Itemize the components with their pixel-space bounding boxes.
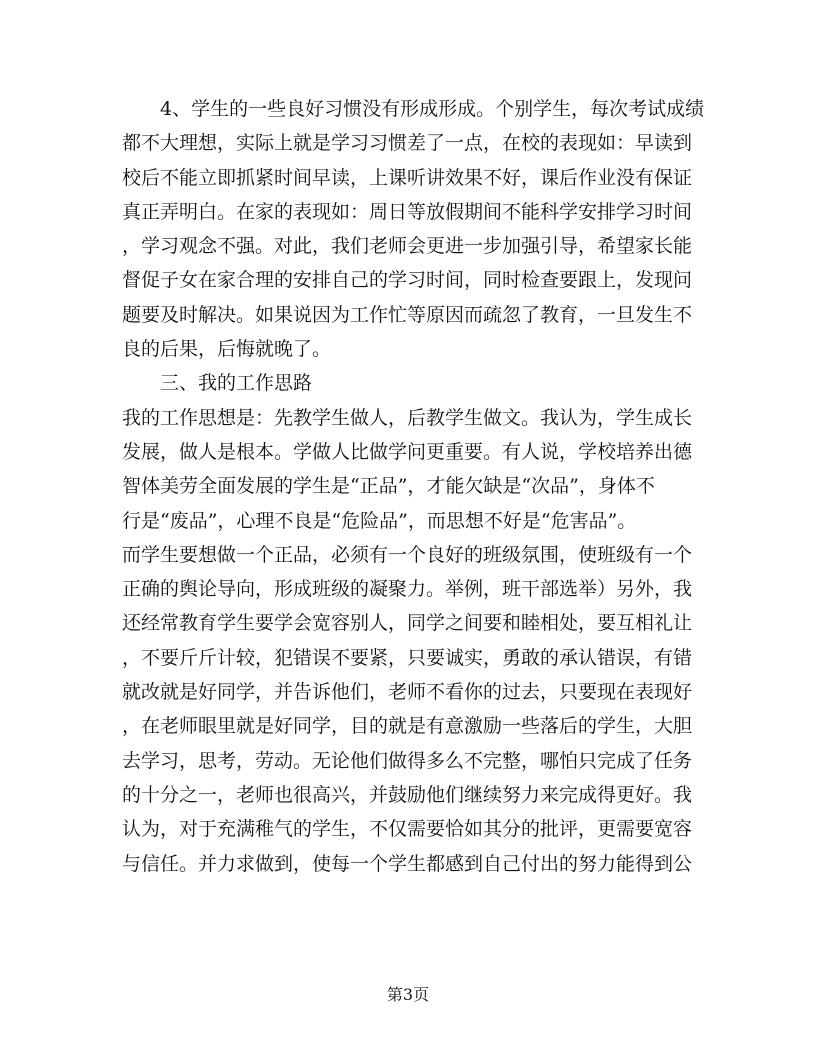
text-line: 行是“废品”，心理不良是“危险品”，而思想不好是“危害品”。	[122, 509, 637, 532]
text-line: 智体美劳全面发展的学生是“正品”，才能欠缺是“次品”，身体不	[122, 475, 655, 498]
text-line: 校后不能立即抓紧时间早读，上课听讲效果不好，课后作业没有保证	[122, 166, 693, 189]
text-line: 督促子女在家合理的安排自己的学习时间，同时检查要跟上，发现问	[122, 269, 693, 292]
page-number: 第3页	[386, 985, 430, 1004]
text-line: 良的后果，后悔就晚了。	[122, 338, 332, 361]
text-line: 的十分之一，老师也很高兴，并鼓励他们继续努力来完成得更好。我	[122, 783, 693, 806]
text-line: 还经常教育学生要学会宽容别人，同学之间要和睦相处，要互相礼让	[122, 612, 693, 635]
text-line: 去学习，思考，劳动。无论他们做得多么不完整，哪怕只完成了任务	[122, 749, 693, 772]
text-line: 而学生要想做一个正品，必须有一个良好的班级氛围，使班级有一个	[122, 543, 693, 566]
text-line: 就改就是好同学，并告诉他们，老师不看你的过去，只要现在表现好	[122, 681, 693, 704]
text-line: 与信任。并力求做到，使每一个学生都感到自己付出的努力能得到公	[122, 852, 693, 875]
document-body	[122, 92, 705, 881]
text-line: 题要及时解决。如果说因为工作忙等原因而疏忽了教育，一旦发生不	[122, 303, 693, 326]
text-line: 正确的舆论导向，形成班级的凝聚力。举例，班干部选举）另外，我	[122, 578, 693, 601]
text-line: 发展，做人是根本。学做人比做学问更重要。有人说，学校培养出德	[122, 440, 693, 463]
text-line: 认为，对于充满稚气的学生，不仅需要恰如其分的批评，更需要宽容	[122, 818, 693, 841]
text-line: 都不大理想，实际上就是学习习惯差了一点，在校的表现如：早读到	[122, 132, 693, 155]
paragraph-work-approach	[122, 401, 694, 881]
text-line: ，学习观念不强。对此，我们老师会更进一步加强引导，希望家长能	[122, 235, 693, 258]
section-heading: 三、我的工作思路	[160, 372, 313, 395]
paragraph-habits	[122, 92, 705, 366]
text-line: 真正弄明白。在家的表现如：周日等放假期间不能科学安排学习时间	[122, 200, 693, 223]
text-line: ，不要斤斤计较，犯错误不要紧，只要诚实，勇敢的承认错误，有错	[122, 646, 693, 669]
text-line: ，在老师眼里就是好同学，目的就是有意激励一些落后的学生，大胆	[122, 715, 693, 738]
text-line: 4、学生的一些良好习惯没有形成形成。个别学生，每次考试成绩	[160, 98, 705, 120]
text-line: 我的工作思想是：先教学生做人，后教学生做文。我认为，学生成长	[122, 406, 693, 429]
